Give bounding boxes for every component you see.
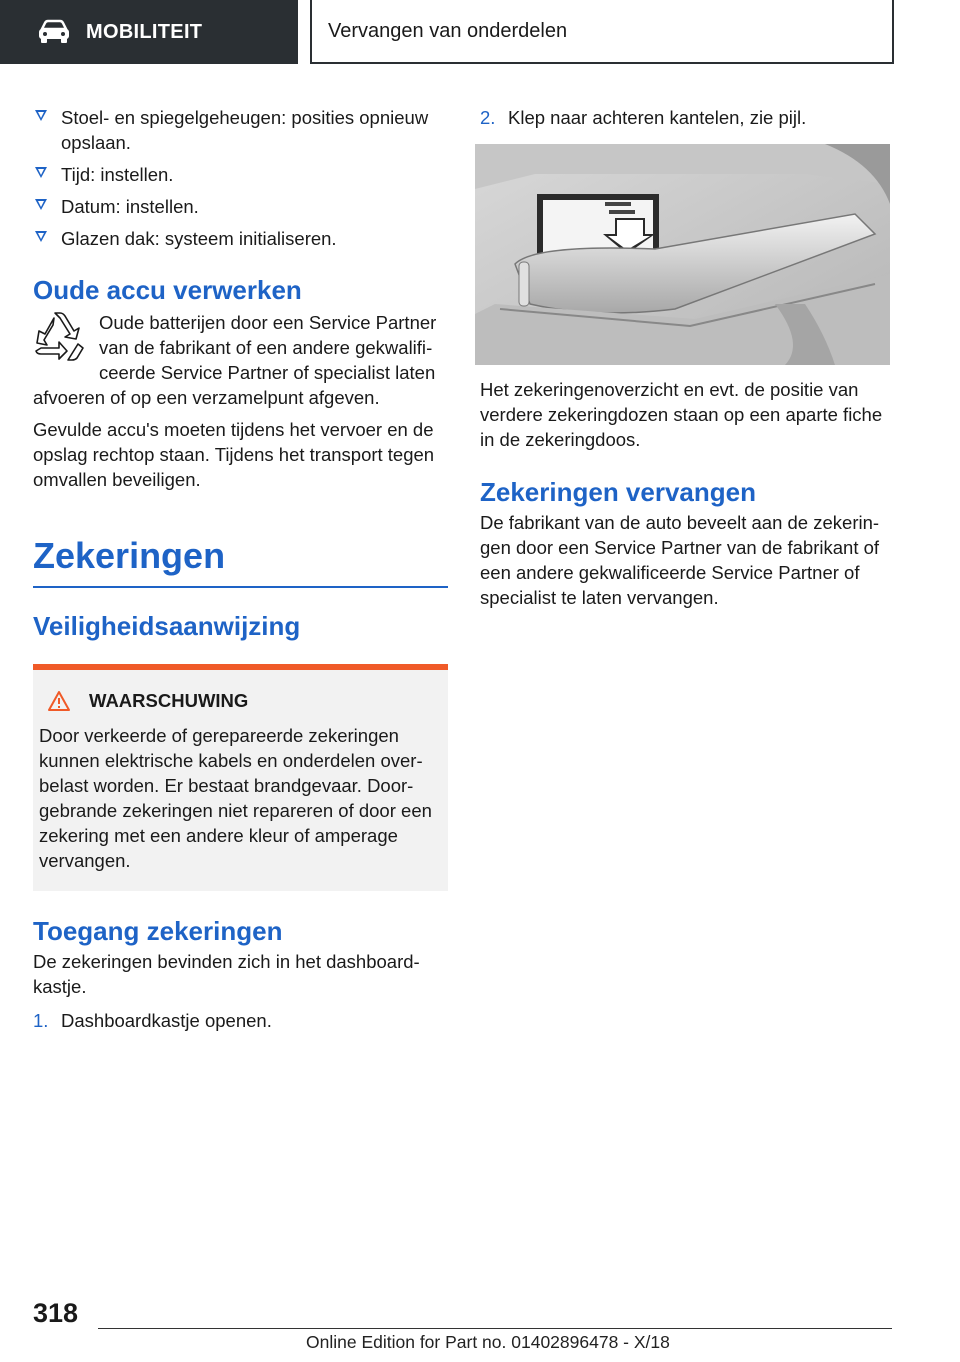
chapter-tab[interactable] bbox=[0, 0, 298, 64]
bullet-triangle-icon bbox=[35, 167, 47, 178]
footer-edition: Online Edition for Part no. 01402896478 - X/18 bbox=[306, 1332, 670, 1352]
fuses-heading: Zekeringen bbox=[33, 535, 226, 576]
warning-text: Door verkeerde of gerepareerde zekeringen kunnen elektrische kabels en onderdelen overbelast worden. Er bestaat brandgevaar. Doorgebrande zekeringen niet repareren of door een zekering met een andere kleur of amperage vervangen. bbox=[39, 725, 432, 871]
warning-triangle-icon bbox=[47, 690, 71, 712]
page-number: 318 bbox=[33, 1298, 79, 1328]
footer-rule bbox=[98, 1328, 892, 1329]
chapter-title: MOBILITEIT bbox=[86, 20, 203, 43]
heading-rule bbox=[33, 586, 448, 588]
list-item: Stoel- en spiegelgeheugen: posities opnieuw opslaan. bbox=[33, 105, 448, 155]
access-heading: Toegang zekeringen bbox=[33, 916, 283, 946]
section-title: Vervangen van onderdelen bbox=[328, 19, 568, 42]
list-item: Datum: instellen. bbox=[33, 194, 448, 219]
step-item: 2. Klep naar achteren kantelen, zie pijl. bbox=[480, 107, 807, 128]
replace-text: De fabrikant van de auto beveelt aan de zekeringen door een Service Partner van de fabrikant of een andere gekwalificeerde Service Partner of specialist te laten vervangen. bbox=[480, 512, 880, 608]
warning-header: WAARSCHUWING bbox=[47, 688, 440, 713]
old-battery-text: Oude batterijen door een Service Partner van de fabrikant of een andere gekwalificeerde Service Partner of specialist laten afvoeren of op een verzamelpunt afgeven. bbox=[33, 312, 437, 408]
recycle-icon bbox=[33, 312, 87, 366]
section-header bbox=[310, 0, 894, 64]
list-item: Glazen dak: systeem initialiseren. bbox=[33, 226, 448, 251]
overview-text: Het zekeringenoverzicht en evt. de positie van verdere zekeringdozen staan op een aparte fiche in de zekeringdoos. bbox=[480, 379, 883, 450]
old-battery-heading: Oude accu verwerken bbox=[33, 275, 302, 305]
replace-heading: Zekeringen vervangen bbox=[480, 477, 756, 507]
access-text: De zekeringen bevinden zich in het dashboardkastje. bbox=[33, 951, 420, 997]
list-item: Tijd: instellen. bbox=[33, 162, 448, 187]
car-icon bbox=[36, 19, 72, 45]
bullet-triangle-icon bbox=[35, 231, 47, 242]
glovebox-photo bbox=[475, 144, 890, 365]
warning-box bbox=[33, 664, 448, 891]
safety-heading: Veiligheidsaanwijzing bbox=[33, 611, 301, 641]
right-column bbox=[480, 105, 892, 610]
bullet-triangle-icon bbox=[35, 110, 47, 121]
bullet-triangle-icon bbox=[35, 199, 47, 210]
step-item: 1. Dashboardkastje openen. bbox=[33, 1010, 272, 1031]
left-column bbox=[33, 105, 448, 1033]
charged-battery-text: Gevulde accu's moeten tijdens het vervoer en de opslag rechtop staan. Tijdens het transport tegen omvallen beveiligen. bbox=[33, 419, 435, 490]
